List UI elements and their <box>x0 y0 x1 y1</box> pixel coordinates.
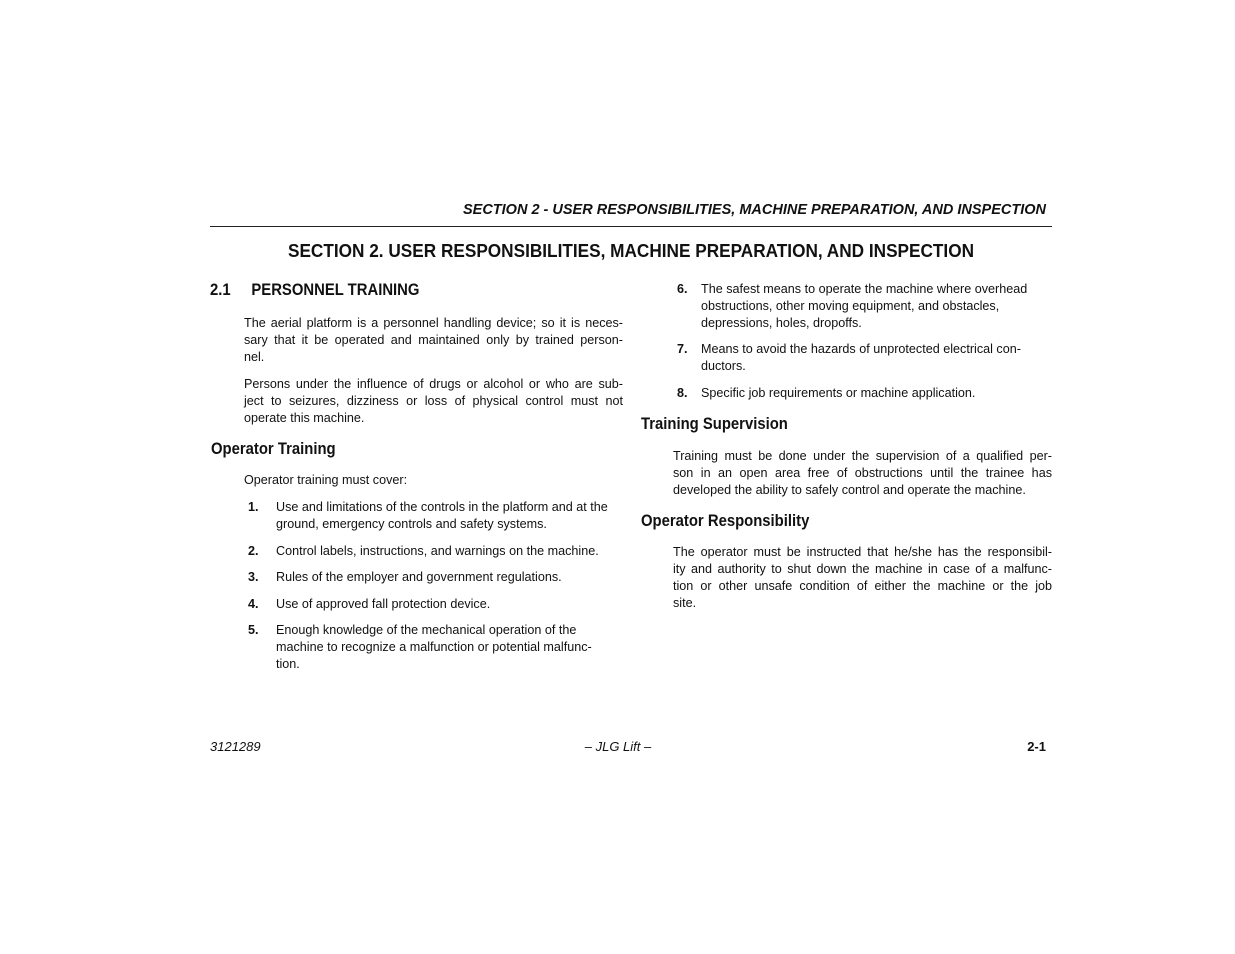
heading-training-supervision: Training Supervision <box>641 415 788 433</box>
list-item <box>677 281 1057 332</box>
text-line: ject to seizures, dizziness or loss of physical control must not <box>244 394 623 408</box>
text-line: The safest means to operate the machine where overhead <box>701 282 1028 296</box>
text-line: Rules of the employer and government regulations. <box>276 570 562 584</box>
text-line: Use of approved fall protection device. <box>276 597 491 611</box>
text-line: ground, emergency controls and safety systems. <box>276 517 547 531</box>
footer-doc-number: 3121289 <box>210 739 261 754</box>
text-line: depressions, holes, dropoffs. <box>701 316 862 330</box>
text-line: nel. <box>244 350 265 364</box>
text-line: machine to recognize a malfunction or potential malfunc- <box>276 640 592 654</box>
text-line: The operator must be instructed that he/she has the responsibil- <box>673 545 1052 559</box>
text-line: Means to avoid the hazards of unprotected electrical con- <box>701 342 1021 356</box>
text-line: site. <box>673 596 697 610</box>
text-line: operate this machine. <box>244 411 365 425</box>
list-item <box>677 341 1057 375</box>
paragraph-personnel-training-1 <box>244 315 623 366</box>
section-title: SECTION 2. USER RESPONSIBILITIES, MACHINE PREPARATION, AND INSPECTION <box>287 240 975 261</box>
list-item <box>677 385 1057 402</box>
list-item <box>248 596 628 613</box>
list-item <box>248 622 628 673</box>
operator-training-intro: Operator training must cover: <box>244 473 408 487</box>
heading-number: 2.1 <box>210 281 231 299</box>
text-line: Persons under the influence of drugs or alcohol or who are sub- <box>244 377 623 391</box>
list-number: 2. <box>248 544 259 558</box>
text-line: obstructions, other moving equipment, and obstacles, <box>701 299 1000 313</box>
list-number: 4. <box>248 597 259 611</box>
heading-personnel-training <box>210 281 419 300</box>
text-line: tion. <box>276 657 300 671</box>
text-line: tion or other unsafe condition of either the machine or the job <box>673 579 1052 593</box>
list-number: 6. <box>677 282 688 296</box>
text-line: Control labels, instructions, and warnings on the machine. <box>276 544 599 558</box>
list-number: 5. <box>248 623 259 637</box>
heading-text: PERSONNEL TRAINING <box>251 281 420 299</box>
list-number: 7. <box>677 342 688 356</box>
text-line: Training must be done under the supervision of a qualified per- <box>673 449 1052 463</box>
list-number: 1. <box>248 500 259 514</box>
running-header: SECTION 2 - USER RESPONSIBILITIES, MACHINE PREPARATION, AND INSPECTION <box>462 202 1046 218</box>
text-line: sary that it be operated and maintained only by trained person- <box>244 333 623 347</box>
paragraph-operator-responsibility <box>673 544 1052 612</box>
heading-operator-responsibility: Operator Responsibility <box>641 512 810 530</box>
text-line: The aerial platform is a personnel handling device; so it is neces- <box>244 316 623 330</box>
text-line: ity and authority to shut down the machine in case of a malfunc- <box>673 562 1052 576</box>
text-line: son in an open area free of obstructions until the trainee has <box>673 466 1052 480</box>
heading-operator-training: Operator Training <box>211 440 336 458</box>
footer-page-number: 2-1 <box>1027 739 1046 754</box>
header-rule <box>210 226 1052 227</box>
list-number: 8. <box>677 386 688 400</box>
list-item <box>248 543 628 560</box>
text-line: Enough knowledge of the mechanical operation of the <box>276 623 577 637</box>
list-number: 3. <box>248 570 259 584</box>
text-line: Specific job requirements or machine application. <box>701 386 976 400</box>
paragraph-training-supervision <box>673 448 1052 499</box>
text-line: Use and limitations of the controls in the platform and at the <box>276 500 608 514</box>
list-item <box>248 499 628 533</box>
list-item <box>248 569 628 586</box>
text-line: ductors. <box>701 359 746 373</box>
footer-center: – JLG Lift – <box>584 739 652 754</box>
text-line: developed the ability to safely control and operate the machine. <box>673 483 1026 497</box>
paragraph-personnel-training-2 <box>244 376 623 427</box>
